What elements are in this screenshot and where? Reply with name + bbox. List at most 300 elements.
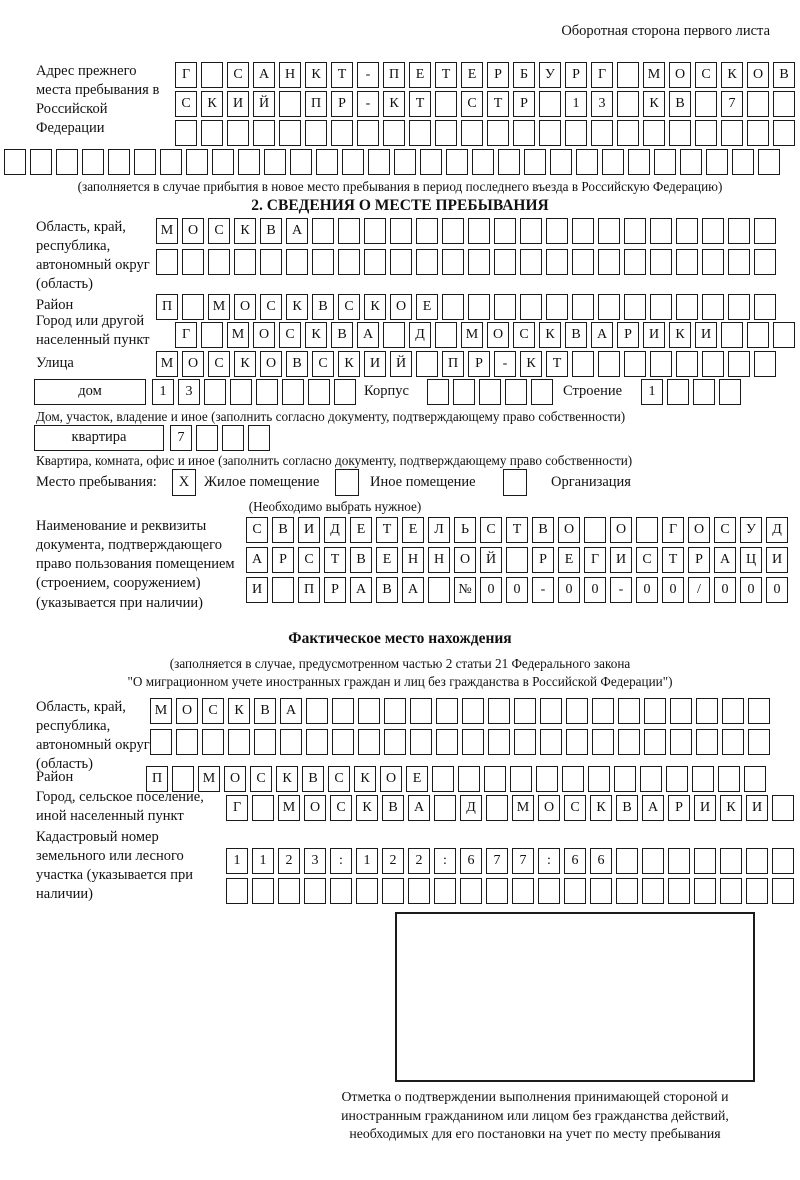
form-cell[interactable] (462, 698, 484, 724)
form-cell[interactable] (342, 149, 364, 175)
form-cell[interactable]: К (364, 294, 386, 320)
form-cell[interactable]: Е (461, 62, 483, 88)
form-cell[interactable] (175, 120, 197, 146)
form-cell[interactable] (539, 120, 561, 146)
form-cell[interactable] (256, 379, 278, 405)
form-cell[interactable] (264, 149, 286, 175)
form-cell[interactable]: Т (662, 547, 684, 573)
form-cell[interactable]: О (182, 218, 204, 244)
form-cell[interactable]: № (454, 577, 476, 603)
form-cell[interactable] (420, 149, 442, 175)
form-cell[interactable]: Е (558, 547, 580, 573)
form-cell[interactable] (436, 729, 458, 755)
form-cell[interactable] (160, 149, 182, 175)
form-cell[interactable] (409, 120, 431, 146)
form-cell[interactable]: Н (428, 547, 450, 573)
form-cell[interactable]: У (740, 517, 762, 543)
form-cell[interactable] (591, 120, 613, 146)
form-cell[interactable]: О (390, 294, 412, 320)
form-cell[interactable]: И (298, 517, 320, 543)
form-cell[interactable] (642, 878, 664, 904)
form-cell[interactable] (468, 294, 490, 320)
form-cell[interactable] (695, 120, 717, 146)
form-cell[interactable] (432, 766, 454, 792)
form-cell[interactable] (650, 249, 672, 275)
form-cell[interactable]: А (357, 322, 379, 348)
form-cell[interactable]: Р (668, 795, 690, 821)
form-cell[interactable]: И (364, 351, 386, 377)
form-cell[interactable]: С (695, 62, 717, 88)
form-cell[interactable]: 1 (565, 91, 587, 117)
form-cell[interactable] (156, 249, 178, 275)
form-cell[interactable] (694, 848, 716, 874)
form-cell[interactable]: К (234, 218, 256, 244)
form-cell[interactable]: Н (279, 62, 301, 88)
form-cell[interactable]: Е (402, 517, 424, 543)
form-cell[interactable] (747, 120, 769, 146)
form-cell[interactable]: В (254, 698, 276, 724)
actual-district-row[interactable] (146, 766, 766, 792)
form-cell[interactable] (772, 878, 794, 904)
form-cell[interactable]: 0 (766, 577, 788, 603)
form-cell[interactable]: М (150, 698, 172, 724)
form-cell[interactable]: К (201, 91, 223, 117)
form-cell[interactable] (618, 729, 640, 755)
form-cell[interactable] (758, 149, 780, 175)
form-cell[interactable] (702, 218, 724, 244)
form-cell[interactable] (598, 294, 620, 320)
form-cell[interactable]: С (260, 294, 282, 320)
stay-type-checkbox-zhiloe[interactable]: X (172, 469, 196, 496)
form-cell[interactable]: С (279, 322, 301, 348)
form-cell[interactable] (228, 729, 250, 755)
form-cell[interactable] (357, 120, 379, 146)
form-cell[interactable] (494, 218, 516, 244)
form-cell[interactable]: В (302, 766, 324, 792)
form-cell[interactable] (416, 249, 438, 275)
form-cell[interactable] (695, 91, 717, 117)
form-cell[interactable]: О (380, 766, 402, 792)
form-cell[interactable] (668, 848, 690, 874)
prev-address-row-2[interactable] (175, 91, 795, 117)
form-cell[interactable] (458, 766, 480, 792)
street-row[interactable] (156, 351, 776, 377)
form-cell[interactable]: Е (350, 517, 372, 543)
form-cell[interactable] (754, 218, 776, 244)
form-cell[interactable] (384, 698, 406, 724)
form-cell[interactable] (186, 149, 208, 175)
form-cell[interactable]: Т (506, 517, 528, 543)
form-cell[interactable]: К (305, 322, 327, 348)
form-cell[interactable] (520, 294, 542, 320)
actual-region-row-2[interactable] (150, 729, 770, 755)
form-cell[interactable] (468, 249, 490, 275)
form-cell[interactable] (670, 729, 692, 755)
form-cell[interactable]: П (442, 351, 464, 377)
form-cell[interactable]: У (539, 62, 561, 88)
form-cell[interactable] (434, 795, 456, 821)
form-cell[interactable]: 3 (304, 848, 326, 874)
prev-address-row-3[interactable] (175, 120, 795, 146)
form-cell[interactable]: Р (324, 577, 346, 603)
form-cell[interactable] (408, 878, 430, 904)
form-cell[interactable]: Т (546, 351, 568, 377)
form-cell[interactable] (383, 322, 405, 348)
form-cell[interactable]: С (564, 795, 586, 821)
form-cell[interactable] (56, 149, 78, 175)
form-cell[interactable]: О (234, 294, 256, 320)
form-cell[interactable] (410, 729, 432, 755)
form-cell[interactable]: 7 (721, 91, 743, 117)
form-cell[interactable] (617, 62, 639, 88)
form-cell[interactable] (667, 379, 689, 405)
form-cell[interactable] (468, 218, 490, 244)
form-cell[interactable]: Е (416, 294, 438, 320)
form-cell[interactable]: 0 (506, 577, 528, 603)
form-cell[interactable] (644, 729, 666, 755)
form-cell[interactable]: А (286, 218, 308, 244)
form-cell[interactable]: А (280, 698, 302, 724)
form-cell[interactable]: Б (513, 62, 535, 88)
form-cell[interactable] (694, 878, 716, 904)
form-cell[interactable] (720, 848, 742, 874)
form-cell[interactable]: В (350, 547, 372, 573)
form-cell[interactable]: Е (376, 547, 398, 573)
form-cell[interactable]: И (695, 322, 717, 348)
form-cell[interactable] (279, 91, 301, 117)
form-cell[interactable] (628, 149, 650, 175)
form-cell[interactable]: О (182, 351, 204, 377)
form-cell[interactable]: Г (175, 322, 197, 348)
form-cell[interactable] (702, 351, 724, 377)
house-number-row[interactable] (152, 379, 356, 405)
form-cell[interactable]: Г (662, 517, 684, 543)
form-cell[interactable]: Р (272, 547, 294, 573)
form-cell[interactable] (676, 294, 698, 320)
form-cell[interactable]: В (272, 517, 294, 543)
form-cell[interactable]: Р (513, 91, 535, 117)
form-cell[interactable]: О (454, 547, 476, 573)
form-cell[interactable] (498, 149, 520, 175)
form-cell[interactable]: 3 (178, 379, 200, 405)
form-cell[interactable] (566, 698, 588, 724)
form-cell[interactable] (540, 729, 562, 755)
form-cell[interactable] (617, 91, 639, 117)
form-cell[interactable] (696, 729, 718, 755)
form-cell[interactable] (696, 698, 718, 724)
form-cell[interactable] (479, 379, 501, 405)
form-cell[interactable] (650, 294, 672, 320)
form-cell[interactable] (564, 878, 586, 904)
form-cell[interactable] (773, 322, 795, 348)
form-cell[interactable] (676, 351, 698, 377)
form-cell[interactable] (546, 294, 568, 320)
form-cell[interactable]: 6 (564, 848, 586, 874)
form-cell[interactable] (332, 729, 354, 755)
form-cell[interactable]: М (208, 294, 230, 320)
form-cell[interactable] (461, 120, 483, 146)
form-cell[interactable] (382, 878, 404, 904)
form-cell[interactable] (748, 698, 770, 724)
form-cell[interactable]: 1 (356, 848, 378, 874)
form-cell[interactable]: К (276, 766, 298, 792)
form-cell[interactable] (306, 698, 328, 724)
form-cell[interactable] (488, 729, 510, 755)
form-cell[interactable] (513, 120, 535, 146)
form-cell[interactable]: С (461, 91, 483, 117)
form-cell[interactable] (719, 379, 741, 405)
form-cell[interactable] (416, 218, 438, 244)
form-cell[interactable]: Д (766, 517, 788, 543)
form-cell[interactable] (150, 729, 172, 755)
form-cell[interactable] (676, 249, 698, 275)
form-cell[interactable]: К (539, 322, 561, 348)
form-cell[interactable] (204, 379, 226, 405)
form-cell[interactable] (435, 322, 457, 348)
form-cell[interactable] (278, 878, 300, 904)
form-cell[interactable]: 6 (590, 848, 612, 874)
form-cell[interactable]: Т (409, 91, 431, 117)
form-cell[interactable]: Е (406, 766, 428, 792)
form-cell[interactable]: О (688, 517, 710, 543)
form-cell[interactable] (754, 249, 776, 275)
form-cell[interactable] (453, 379, 475, 405)
form-cell[interactable] (434, 878, 456, 904)
form-cell[interactable] (390, 249, 412, 275)
form-cell[interactable]: 7 (486, 848, 508, 874)
form-cell[interactable]: Г (175, 62, 197, 88)
form-cell[interactable] (566, 729, 588, 755)
form-cell[interactable] (546, 249, 568, 275)
form-cell[interactable] (286, 249, 308, 275)
form-cell[interactable]: К (338, 351, 360, 377)
form-cell[interactable] (334, 379, 356, 405)
form-cell[interactable]: С (175, 91, 197, 117)
form-cell[interactable] (227, 120, 249, 146)
form-cell[interactable]: О (253, 322, 275, 348)
form-cell[interactable] (546, 218, 568, 244)
form-cell[interactable] (773, 120, 795, 146)
form-cell[interactable]: А (408, 795, 430, 821)
region-row-2[interactable] (156, 249, 776, 275)
form-cell[interactable] (331, 120, 353, 146)
form-cell[interactable]: М (512, 795, 534, 821)
form-cell[interactable]: Д (324, 517, 346, 543)
form-cell[interactable]: 0 (480, 577, 502, 603)
form-cell[interactable]: 7 (512, 848, 534, 874)
form-cell[interactable] (356, 878, 378, 904)
form-cell[interactable]: О (487, 322, 509, 348)
form-cell[interactable] (201, 322, 223, 348)
form-cell[interactable] (676, 218, 698, 244)
form-cell[interactable]: М (227, 322, 249, 348)
form-cell[interactable]: С (338, 294, 360, 320)
form-cell[interactable]: П (156, 294, 178, 320)
form-cell[interactable] (772, 795, 794, 821)
form-cell[interactable] (312, 218, 334, 244)
form-cell[interactable]: И (610, 547, 632, 573)
form-cell[interactable] (668, 878, 690, 904)
form-cell[interactable]: 0 (558, 577, 580, 603)
form-cell[interactable]: С (202, 698, 224, 724)
form-cell[interactable]: 0 (662, 577, 684, 603)
form-cell[interactable] (506, 547, 528, 573)
form-cell[interactable] (602, 149, 624, 175)
form-cell[interactable]: П (298, 577, 320, 603)
form-cell[interactable]: И (643, 322, 665, 348)
form-cell[interactable]: С (298, 547, 320, 573)
form-cell[interactable]: - (532, 577, 554, 603)
form-cell[interactable]: С (636, 547, 658, 573)
form-cell[interactable] (728, 249, 750, 275)
form-cell[interactable]: С (208, 351, 230, 377)
form-cell[interactable] (332, 698, 354, 724)
form-cell[interactable] (520, 218, 542, 244)
form-cell[interactable] (550, 149, 572, 175)
form-cell[interactable] (746, 878, 768, 904)
form-cell[interactable] (472, 149, 494, 175)
form-cell[interactable] (176, 729, 198, 755)
form-cell[interactable] (238, 149, 260, 175)
form-cell[interactable] (254, 729, 276, 755)
form-cell[interactable] (680, 149, 702, 175)
form-cell[interactable] (306, 729, 328, 755)
form-cell[interactable]: В (532, 517, 554, 543)
form-cell[interactable] (718, 766, 740, 792)
form-cell[interactable] (592, 698, 614, 724)
form-cell[interactable] (536, 766, 558, 792)
prev-address-row-1[interactable] (175, 62, 795, 88)
form-cell[interactable] (305, 120, 327, 146)
form-cell[interactable] (754, 294, 776, 320)
form-cell[interactable]: Ц (740, 547, 762, 573)
form-cell[interactable]: 0 (714, 577, 736, 603)
form-cell[interactable] (338, 218, 360, 244)
form-cell[interactable] (624, 351, 646, 377)
form-cell[interactable] (572, 218, 594, 244)
form-cell[interactable]: А (253, 62, 275, 88)
document-row-2[interactable] (246, 547, 788, 573)
form-cell[interactable] (572, 249, 594, 275)
form-cell[interactable]: : (538, 848, 560, 874)
form-cell[interactable] (252, 795, 274, 821)
form-cell[interactable] (670, 698, 692, 724)
form-cell[interactable] (520, 249, 542, 275)
form-cell[interactable] (748, 729, 770, 755)
form-cell[interactable]: М (643, 62, 665, 88)
form-cell[interactable]: Е (409, 62, 431, 88)
form-cell[interactable] (572, 294, 594, 320)
form-cell[interactable]: А (642, 795, 664, 821)
form-cell[interactable] (436, 698, 458, 724)
form-cell[interactable]: К (286, 294, 308, 320)
form-cell[interactable]: В (286, 351, 308, 377)
form-cell[interactable] (364, 249, 386, 275)
form-cell[interactable]: - (610, 577, 632, 603)
form-cell[interactable] (598, 218, 620, 244)
form-cell[interactable]: / (688, 577, 710, 603)
form-cell[interactable] (772, 848, 794, 874)
form-cell[interactable] (721, 120, 743, 146)
form-cell[interactable] (248, 425, 270, 451)
form-cell[interactable]: М (156, 218, 178, 244)
form-cell[interactable]: Т (324, 547, 346, 573)
form-cell[interactable] (30, 149, 52, 175)
form-cell[interactable]: К (228, 698, 250, 724)
stroenie-row[interactable] (641, 379, 741, 405)
form-cell[interactable]: В (773, 62, 795, 88)
form-cell[interactable]: : (434, 848, 456, 874)
form-cell[interactable] (446, 149, 468, 175)
form-cell[interactable]: М (198, 766, 220, 792)
form-cell[interactable] (182, 249, 204, 275)
form-cell[interactable] (624, 249, 646, 275)
form-cell[interactable] (598, 249, 620, 275)
form-cell[interactable] (744, 766, 766, 792)
form-cell[interactable]: 0 (584, 577, 606, 603)
form-cell[interactable] (494, 249, 516, 275)
form-cell[interactable] (202, 729, 224, 755)
form-cell[interactable]: И (246, 577, 268, 603)
form-cell[interactable]: С (328, 766, 350, 792)
form-cell[interactable] (720, 878, 742, 904)
form-cell[interactable] (666, 766, 688, 792)
form-cell[interactable]: К (354, 766, 376, 792)
form-cell[interactable]: О (669, 62, 691, 88)
form-cell[interactable]: : (330, 848, 352, 874)
form-cell[interactable]: О (224, 766, 246, 792)
form-cell[interactable] (572, 351, 594, 377)
form-cell[interactable] (650, 351, 672, 377)
form-cell[interactable] (524, 149, 546, 175)
form-cell[interactable]: С (208, 218, 230, 244)
form-cell[interactable] (462, 729, 484, 755)
form-cell[interactable]: 7 (170, 425, 192, 451)
stay-type-checkbox-org[interactable] (503, 469, 527, 496)
form-cell[interactable] (538, 878, 560, 904)
form-cell[interactable] (494, 294, 516, 320)
form-cell[interactable]: С (246, 517, 268, 543)
form-cell[interactable] (312, 249, 334, 275)
form-cell[interactable] (234, 249, 256, 275)
form-cell[interactable]: М (156, 351, 178, 377)
form-cell[interactable]: К (520, 351, 542, 377)
stay-type-checkbox-inoe[interactable] (335, 469, 359, 496)
form-cell[interactable] (488, 698, 510, 724)
form-cell[interactable]: К (356, 795, 378, 821)
form-cell[interactable] (484, 766, 506, 792)
form-cell[interactable]: Р (688, 547, 710, 573)
form-cell[interactable] (222, 425, 244, 451)
form-cell[interactable]: М (278, 795, 300, 821)
form-cell[interactable] (654, 149, 676, 175)
form-cell[interactable]: К (590, 795, 612, 821)
form-cell[interactable]: О (610, 517, 632, 543)
form-cell[interactable]: О (558, 517, 580, 543)
form-cell[interactable] (592, 729, 614, 755)
actual-region-row-1[interactable] (150, 698, 770, 724)
form-cell[interactable] (614, 766, 636, 792)
form-cell[interactable]: В (260, 218, 282, 244)
form-cell[interactable]: Р (532, 547, 554, 573)
form-cell[interactable] (590, 878, 612, 904)
form-cell[interactable]: П (146, 766, 168, 792)
form-cell[interactable] (208, 249, 230, 275)
form-cell[interactable] (669, 120, 691, 146)
form-cell[interactable] (505, 379, 527, 405)
form-cell[interactable] (746, 848, 768, 874)
form-cell[interactable] (330, 878, 352, 904)
